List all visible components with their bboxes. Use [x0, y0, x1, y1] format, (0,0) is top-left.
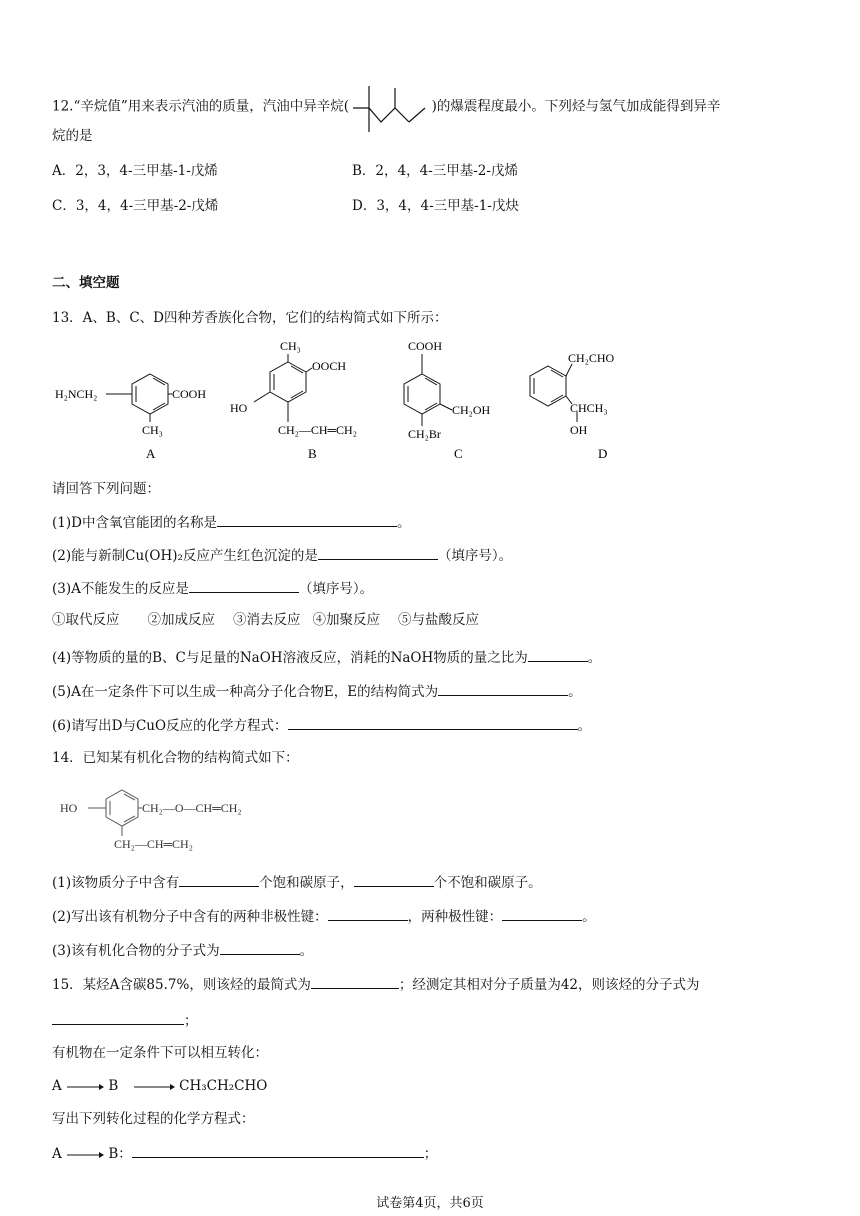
q14-structure	[58, 778, 318, 858]
q12-option-a: A．2，3，4-三甲基-1-戊烯	[52, 163, 218, 179]
structure-c-label: C	[454, 446, 463, 461]
q15-line3: 有机物在一定条件下可以相互转化：	[52, 1045, 268, 1061]
q12-option-c: C．3，4，4-三甲基-2-戊烯	[52, 198, 219, 214]
q13-stem: 13．A、B、C、D四种芳香族化合物，它们的结构简式如下所示：	[52, 310, 448, 326]
q13-sub1-blank[interactable]	[217, 512, 397, 527]
q14-sub2-text-c: 。	[582, 909, 596, 925]
q15-ab-equation	[52, 1143, 437, 1163]
structure-a-left: H₂NCH₂	[55, 387, 98, 401]
q14-stem: 14．已知某有机化合物的结构简式如下：	[52, 750, 299, 766]
q15-text-a: 15．某烃A含碳85.7%，则该烃的最简式为	[52, 977, 311, 993]
q15-ab-a: A	[52, 1146, 62, 1162]
structure-d	[530, 351, 615, 461]
q13-sub6-end: 。	[577, 718, 592, 734]
q13-sub6-text: (6)请写出D与CuO反应的化学方程式：	[52, 718, 288, 734]
q13-sub1	[52, 512, 410, 532]
structure-a-label: A	[146, 446, 156, 461]
q15-blank-molecular[interactable]	[52, 1010, 184, 1025]
q13-sub4-blank[interactable]	[528, 647, 588, 662]
q14-structure-chain: CH₂—O—CH═CH₂	[142, 801, 242, 815]
q13-sub4-text: (4)等物质的量的B、C与足量的NaOH溶液反应，消耗的NaOH物质的量之比为	[52, 650, 528, 666]
q15-ab-blank[interactable]	[132, 1143, 424, 1158]
q13-sub3-text: (3)A不能发生的反应是	[52, 581, 189, 597]
q13-sub5-blank[interactable]	[438, 681, 568, 696]
q14-sub1-text-a: (1)该物质分子中含有	[52, 875, 180, 891]
structure-c-bottom: CH₂Br	[408, 427, 441, 441]
q15-blank-formula[interactable]	[311, 974, 399, 989]
structure-b-bottom: CH₂—CH═CH₂	[278, 423, 357, 437]
q13-sub3-end: （填序号）。	[298, 581, 374, 597]
q15-text-b: ；经测定其相对分子质量为42，则该烃的分子式为	[398, 977, 700, 993]
q15-ab-end: ；	[423, 1146, 438, 1162]
q14-sub2-blank-b[interactable]	[502, 906, 582, 921]
isooctane-skeleton	[351, 78, 429, 136]
q15-line5: 写出下列转化过程的化学方程式：	[52, 1111, 255, 1127]
q13-sub2-text: (2)能与新制Cu(OH)₂反应产生红色沉淀的是	[52, 548, 318, 564]
q14-sub1	[52, 872, 542, 892]
q15-conversion-chain	[52, 1077, 267, 1095]
structure-a-bottom: CH₃	[142, 423, 163, 437]
q14-sub1-blank-b[interactable]	[354, 872, 434, 887]
q14-sub3	[52, 940, 313, 960]
q12-text-part2: )的爆震程度最小。下列烃与氢气加成能得到异辛	[431, 98, 721, 115]
section-title: 二、填空题	[52, 275, 120, 291]
q13-sub5-end: 。	[568, 684, 582, 700]
reaction-3: ③消去反应	[233, 612, 301, 628]
structure-b-top: CH₃	[280, 339, 301, 353]
q13-sub3	[52, 578, 373, 598]
q14-sub2	[52, 906, 596, 926]
q15-line2	[52, 1010, 198, 1030]
q13-reaction-list	[52, 611, 479, 629]
q13-sub2	[52, 545, 512, 565]
q14-sub3-text-b: 。	[299, 943, 314, 959]
structure-c-top: COOH	[408, 339, 443, 353]
structure-d-label: D	[598, 446, 608, 461]
q14-sub1-text-b: 个饱和碳原子，	[259, 875, 354, 891]
arrow-icon	[133, 1082, 175, 1092]
reaction-5: ⑤与盐酸反应	[398, 612, 479, 628]
q13-sub2-blank[interactable]	[318, 545, 438, 560]
q13-structures	[50, 334, 710, 464]
reaction-2: ②加成反应	[147, 612, 215, 628]
q13-sub5-text: (5)A在一定条件下可以生成一种高分子化合物E，E的结构简式为	[52, 684, 439, 700]
q12-option-b: B．2，4，4-三甲基-2-戊烯	[352, 163, 518, 179]
q15-chain-a: A	[52, 1078, 62, 1094]
q14-sub2-text-b: ，两种极性键：	[407, 909, 503, 925]
q14-structure-bottom: CH₂—CH═CH₂	[114, 837, 193, 851]
q13-sub3-blank[interactable]	[189, 578, 299, 593]
reaction-4: ④加聚反应	[312, 612, 380, 628]
structure-b-topright: OOCH	[312, 359, 347, 373]
q14-sub1-blank-a[interactable]	[179, 872, 259, 887]
q14-sub1-text-c: 个不饱和碳原子。	[433, 875, 542, 891]
q13-prompt: 请回答下列问题：	[52, 481, 160, 497]
q12-text-part1: 12.“辛烷值”用来表示汽油的质量，汽油中异辛烷(	[52, 98, 350, 115]
q12-line2: 烷的是	[52, 128, 93, 144]
q13-sub5	[52, 681, 582, 701]
q15-ab-b: B：	[108, 1146, 132, 1162]
structure-c	[404, 339, 491, 461]
q14-sub3-text-a: (3)该有机化合物的分子式为	[52, 943, 220, 959]
q13-sub1-text: (1)D中含氧官能团的名称是	[52, 515, 217, 531]
structure-b-label: B	[308, 446, 317, 461]
q15-chain-b: B	[108, 1078, 119, 1094]
q13-sub1-end: 。	[396, 515, 411, 531]
structure-d-right: CHCH₃	[570, 401, 608, 415]
q12-option-d: D．3，4，4-三甲基-1-戊炔	[352, 198, 519, 214]
arrow-icon	[66, 1150, 104, 1160]
structure-b-left: HO	[230, 401, 248, 415]
q13-sub6-blank[interactable]	[288, 715, 578, 730]
arrow-icon	[66, 1082, 104, 1092]
structure-d-bottom: OH	[570, 423, 588, 437]
q15-chain-c: CH₃CH₂CHO	[179, 1078, 268, 1094]
q13-sub6	[52, 715, 591, 735]
q15-line2-end: ；	[184, 1013, 198, 1029]
q14-sub2-blank-a[interactable]	[328, 906, 408, 921]
q14-sub3-blank[interactable]	[220, 940, 300, 955]
q13-sub4-end: 。	[587, 650, 602, 666]
structure-b	[230, 339, 357, 461]
q12-line1	[52, 78, 720, 136]
page-footer: 试卷第4页，共6页	[376, 1196, 484, 1211]
structure-c-right: CH₂OH	[452, 403, 491, 417]
q14-structure-left: HO	[60, 801, 78, 815]
reaction-1: ①取代反应	[52, 612, 120, 628]
q13-sub4	[52, 647, 601, 667]
structure-a-right: COOH	[172, 387, 207, 401]
q13-sub2-end: （填序号）。	[437, 548, 513, 564]
structure-d-top: CH₂CHO	[568, 351, 615, 365]
structure-a	[55, 374, 206, 461]
q14-sub2-text-a: (2)写出该有机物分子中含有的两种非极性键：	[52, 909, 328, 925]
q15-line1	[52, 974, 700, 994]
